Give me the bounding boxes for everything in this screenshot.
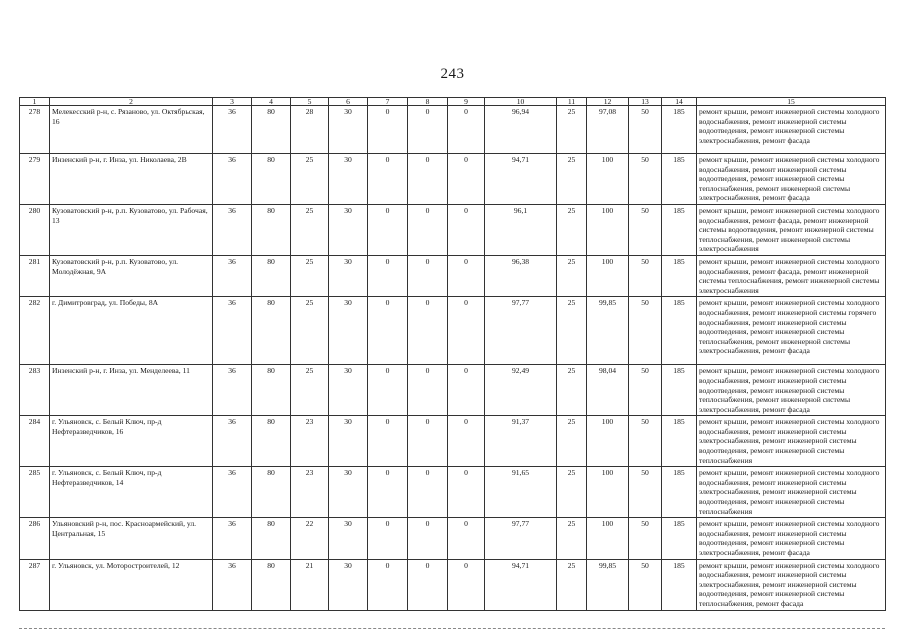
value-cell: 0 <box>448 365 485 416</box>
works-cell: ремонт крыши, ремонт инженерной системы холодного водоснабжения, ремонт инженерной системы электроснабжения, ремонт инженерной системы водоотведения, ремонт инженерной системы теплоснабжения <box>697 416 886 467</box>
value-cell: 21 <box>291 559 329 610</box>
value-cell: 50 <box>629 106 662 154</box>
value-cell: 0 <box>448 154 485 205</box>
row-number-cell: 279 <box>20 154 50 205</box>
value-cell: 94,71 <box>485 559 557 610</box>
value-cell: 0 <box>408 204 448 255</box>
value-cell: 94,71 <box>485 154 557 205</box>
value-cell: 99,85 <box>587 559 629 610</box>
value-cell: 0 <box>368 106 408 154</box>
table-row <box>20 559 886 610</box>
row-number-cell: 278 <box>20 106 50 154</box>
row-number-cell: 284 <box>20 416 50 467</box>
value-cell: 36 <box>213 365 252 416</box>
column-header: 8 <box>408 98 448 106</box>
value-cell: 50 <box>629 255 662 296</box>
value-cell: 0 <box>408 559 448 610</box>
column-header: 12 <box>587 98 629 106</box>
value-cell: 0 <box>368 467 408 518</box>
value-cell: 25 <box>557 297 587 365</box>
address-cell: Мелекесский р-н, с. Рязаново, ул. Октябрьская, 16 <box>50 106 213 154</box>
value-cell: 0 <box>448 106 485 154</box>
value-cell: 0 <box>368 518 408 559</box>
value-cell: 50 <box>629 154 662 205</box>
column-header: 15 <box>697 98 886 106</box>
table-row <box>20 106 886 154</box>
value-cell: 36 <box>213 416 252 467</box>
value-cell: 36 <box>213 518 252 559</box>
value-cell: 185 <box>662 154 697 205</box>
value-cell: 91,65 <box>485 467 557 518</box>
value-cell: 0 <box>408 297 448 365</box>
table-row <box>20 154 886 205</box>
value-cell: 80 <box>252 106 291 154</box>
value-cell: 0 <box>448 467 485 518</box>
works-cell: ремонт крыши, ремонт инженерной системы холодного водоснабжения, ремонт инженерной системы электроснабжения, ремонт инженерной системы водоотведения, ремонт инженерной системы теплоснабжения, ремонт фасада <box>697 559 886 610</box>
value-cell: 98,04 <box>587 365 629 416</box>
works-cell: ремонт крыши, ремонт инженерной системы холодного водоснабжения, ремонт фасада, ремонт инженерной системы теплоснабжения, ремонт инженерной системы электроснабжения <box>697 255 886 296</box>
value-cell: 25 <box>557 255 587 296</box>
works-cell: ремонт крыши, ремонт инженерной системы холодного водоснабжения, ремонт инженерной системы водоотведения, ремонт инженерной системы электроснабжения, ремонт фасада <box>697 518 886 559</box>
value-cell: 25 <box>557 154 587 205</box>
value-cell: 30 <box>329 204 368 255</box>
value-cell: 30 <box>329 467 368 518</box>
column-header: 2 <box>50 98 213 106</box>
value-cell: 25 <box>291 365 329 416</box>
column-header: 4 <box>252 98 291 106</box>
value-cell: 30 <box>329 297 368 365</box>
value-cell: 30 <box>329 154 368 205</box>
column-header: 1 <box>20 98 50 106</box>
value-cell: 30 <box>329 518 368 559</box>
value-cell: 92,49 <box>485 365 557 416</box>
column-header: 5 <box>291 98 329 106</box>
value-cell: 50 <box>629 365 662 416</box>
value-cell: 0 <box>448 416 485 467</box>
value-cell: 97,08 <box>587 106 629 154</box>
row-number-cell: 281 <box>20 255 50 296</box>
bottom-divider <box>19 628 885 630</box>
value-cell: 100 <box>587 154 629 205</box>
row-number-cell: 283 <box>20 365 50 416</box>
address-cell: г. Ульяновск, с. Белый Ключ, пр-д Нефтеразведчиков, 14 <box>50 467 213 518</box>
value-cell: 97,77 <box>485 297 557 365</box>
value-cell: 25 <box>291 297 329 365</box>
works-cell: ремонт крыши, ремонт инженерной системы холодного водоснабжения, ремонт фасада, ремонт инженерной системы водоотведения, ремонт инженерной системы теплоснабжения, ремонт инженерной системы электроснабжения <box>697 204 886 255</box>
value-cell: 36 <box>213 297 252 365</box>
value-cell: 97,77 <box>485 518 557 559</box>
value-cell: 0 <box>448 559 485 610</box>
value-cell: 185 <box>662 365 697 416</box>
value-cell: 22 <box>291 518 329 559</box>
works-cell: ремонт крыши, ремонт инженерной системы холодного водоснабжения, ремонт инженерной системы электроснабжения, ремонт инженерной системы водоотведения, ремонт инженерной системы теплоснабжения <box>697 467 886 518</box>
value-cell: 23 <box>291 416 329 467</box>
value-cell: 0 <box>408 106 448 154</box>
value-cell: 36 <box>213 559 252 610</box>
data-table <box>19 97 886 611</box>
value-cell: 80 <box>252 154 291 205</box>
row-number-cell: 280 <box>20 204 50 255</box>
value-cell: 96,1 <box>485 204 557 255</box>
value-cell: 25 <box>557 106 587 154</box>
address-cell: г. Димитровград, ул. Победы, 8А <box>50 297 213 365</box>
value-cell: 0 <box>368 255 408 296</box>
value-cell: 185 <box>662 106 697 154</box>
address-cell: г. Ульяновск, ул. Моторостроителей, 12 <box>50 559 213 610</box>
value-cell: 0 <box>448 518 485 559</box>
table-row <box>20 204 886 255</box>
address-cell: Кузоватовский р-н, р.п. Кузоватово, ул. Рабочая, 13 <box>50 204 213 255</box>
value-cell: 0 <box>408 416 448 467</box>
value-cell: 0 <box>368 559 408 610</box>
works-cell: ремонт крыши, ремонт инженерной системы холодного водоснабжения, ремонт инженерной системы водоотведения, ремонт инженерной системы электроснабжения, ремонт фасада <box>697 106 886 154</box>
value-cell: 0 <box>408 365 448 416</box>
value-cell: 185 <box>662 518 697 559</box>
column-header: 10 <box>485 98 557 106</box>
value-cell: 36 <box>213 467 252 518</box>
value-cell: 185 <box>662 559 697 610</box>
table-row <box>20 255 886 296</box>
column-header: 9 <box>448 98 485 106</box>
address-cell: Ульяновский р-н, пос. Красноармейский, ул. Центральная, 15 <box>50 518 213 559</box>
value-cell: 0 <box>448 297 485 365</box>
value-cell: 30 <box>329 255 368 296</box>
value-cell: 50 <box>629 467 662 518</box>
value-cell: 50 <box>629 559 662 610</box>
value-cell: 25 <box>291 154 329 205</box>
value-cell: 30 <box>329 106 368 154</box>
value-cell: 80 <box>252 255 291 296</box>
value-cell: 80 <box>252 365 291 416</box>
value-cell: 0 <box>408 467 448 518</box>
value-cell: 28 <box>291 106 329 154</box>
address-cell: Инзенский р-н, г. Инза, ул. Николаева, 2В <box>50 154 213 205</box>
value-cell: 30 <box>329 559 368 610</box>
value-cell: 100 <box>587 467 629 518</box>
column-header: 7 <box>368 98 408 106</box>
value-cell: 0 <box>368 297 408 365</box>
row-number-cell: 285 <box>20 467 50 518</box>
value-cell: 50 <box>629 204 662 255</box>
column-header: 13 <box>629 98 662 106</box>
value-cell: 25 <box>291 255 329 296</box>
value-cell: 0 <box>408 518 448 559</box>
table-row <box>20 365 886 416</box>
value-cell: 0 <box>368 365 408 416</box>
value-cell: 50 <box>629 416 662 467</box>
row-number-cell: 286 <box>20 518 50 559</box>
value-cell: 25 <box>557 467 587 518</box>
works-cell: ремонт крыши, ремонт инженерной системы холодного водоснабжения, ремонт инженерной системы водоотведения, ремонт инженерной системы теплоснабжения, ремонт инженерной системы электроснабжения, ремонт фасада <box>697 365 886 416</box>
value-cell: 185 <box>662 297 697 365</box>
value-cell: 80 <box>252 416 291 467</box>
value-cell: 0 <box>448 204 485 255</box>
value-cell: 25 <box>557 416 587 467</box>
value-cell: 80 <box>252 467 291 518</box>
header-row <box>20 98 886 106</box>
value-cell: 0 <box>408 255 448 296</box>
value-cell: 80 <box>252 204 291 255</box>
value-cell: 185 <box>662 204 697 255</box>
works-cell: ремонт крыши, ремонт инженерной системы холодного водоснабжения, ремонт инженерной системы водоотведения, ремонт инженерной системы теплоснабжения, ремонт инженерной системы электроснабжения, ремонт фасада <box>697 154 886 205</box>
address-cell: г. Ульяновск, с. Белый Ключ, пр-д Нефтеразведчиков, 16 <box>50 416 213 467</box>
column-header: 3 <box>213 98 252 106</box>
column-header: 6 <box>329 98 368 106</box>
value-cell: 80 <box>252 559 291 610</box>
value-cell: 91,37 <box>485 416 557 467</box>
value-cell: 185 <box>662 467 697 518</box>
value-cell: 99,85 <box>587 297 629 365</box>
value-cell: 36 <box>213 204 252 255</box>
value-cell: 25 <box>557 518 587 559</box>
table-row <box>20 467 886 518</box>
value-cell: 23 <box>291 467 329 518</box>
value-cell: 25 <box>557 365 587 416</box>
value-cell: 80 <box>252 518 291 559</box>
row-number-cell: 282 <box>20 297 50 365</box>
column-header: 11 <box>557 98 587 106</box>
address-cell: Кузоватовский р-н, р.п. Кузоватово, ул. Молодёжная, 9А <box>50 255 213 296</box>
column-header: 14 <box>662 98 697 106</box>
works-cell: ремонт крыши, ремонт инженерной системы холодного водоснабжения, ремонт инженерной системы горячего водоснабжения, ремонт инженерной системы водоотведения, ремонт инженерной системы теплоснабжения, ремонт инженерной системы электроснабжения, ремонт фасада <box>697 297 886 365</box>
value-cell: 36 <box>213 106 252 154</box>
address-cell: Инзенский р-н, г. Инза, ул. Менделеева, 11 <box>50 365 213 416</box>
value-cell: 185 <box>662 416 697 467</box>
value-cell: 36 <box>213 255 252 296</box>
value-cell: 100 <box>587 255 629 296</box>
value-cell: 100 <box>587 518 629 559</box>
value-cell: 50 <box>629 297 662 365</box>
table-row <box>20 518 886 559</box>
value-cell: 0 <box>408 154 448 205</box>
value-cell: 100 <box>587 416 629 467</box>
value-cell: 185 <box>662 255 697 296</box>
table-row <box>20 297 886 365</box>
value-cell: 25 <box>291 204 329 255</box>
value-cell: 0 <box>368 154 408 205</box>
value-cell: 96,38 <box>485 255 557 296</box>
value-cell: 100 <box>587 204 629 255</box>
value-cell: 96,94 <box>485 106 557 154</box>
value-cell: 30 <box>329 365 368 416</box>
table-row <box>20 416 886 467</box>
value-cell: 25 <box>557 559 587 610</box>
value-cell: 30 <box>329 416 368 467</box>
value-cell: 25 <box>557 204 587 255</box>
value-cell: 0 <box>368 416 408 467</box>
value-cell: 50 <box>629 518 662 559</box>
value-cell: 0 <box>448 255 485 296</box>
page-number: 243 <box>440 66 465 82</box>
value-cell: 36 <box>213 154 252 205</box>
row-number-cell: 287 <box>20 559 50 610</box>
value-cell: 80 <box>252 297 291 365</box>
value-cell: 0 <box>368 204 408 255</box>
